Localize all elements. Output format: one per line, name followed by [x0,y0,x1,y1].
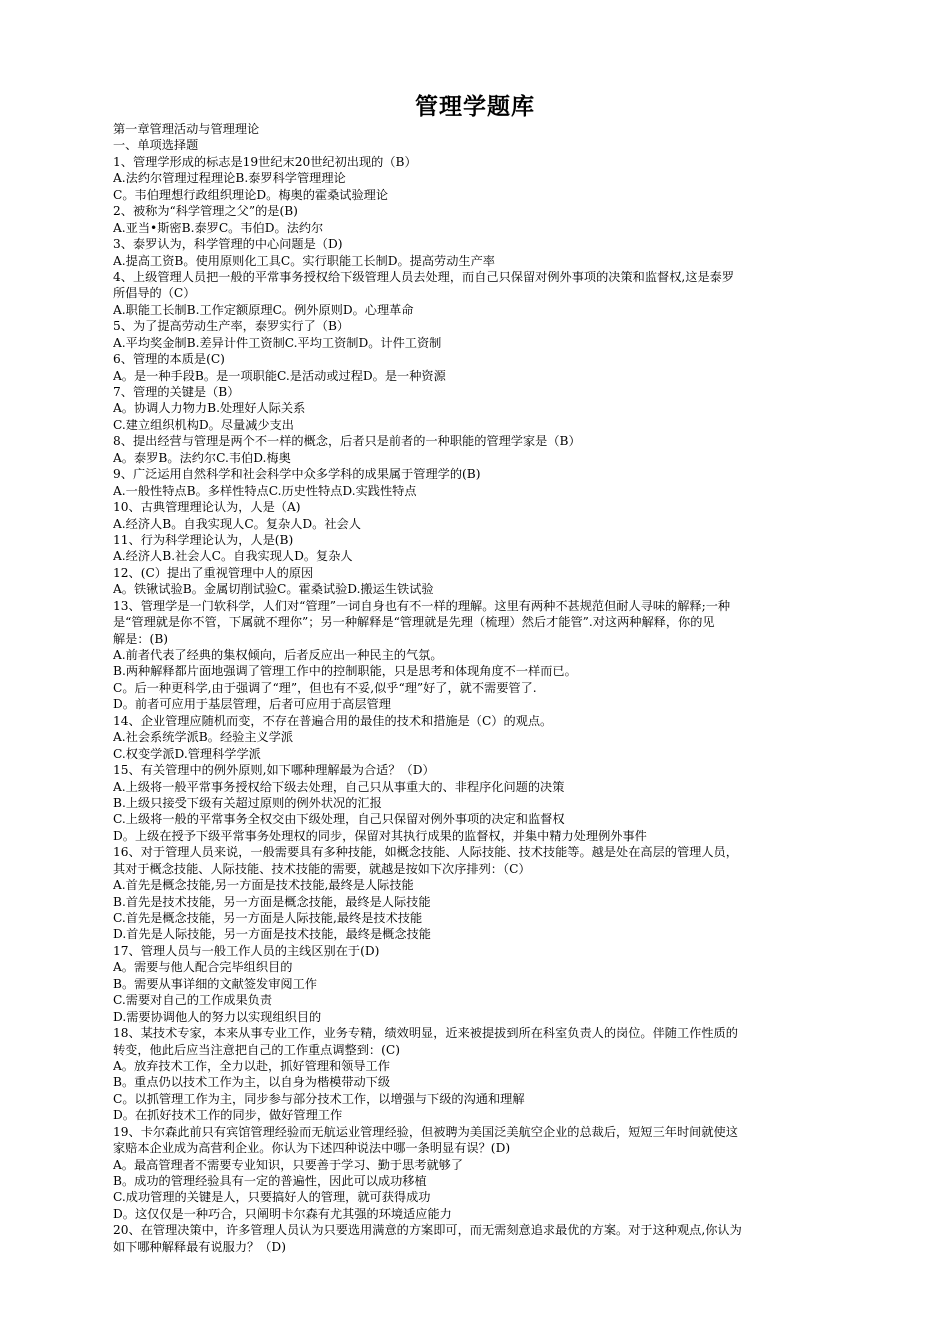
text-line: 19、卡尔森此前只有宾馆管理经验而无航运业管理经验，但被聘为美国泛美航空企业的总裁后，短短三年时间就使这 [113,1124,738,1139]
text-line: C.首先是概念技能，另一方面是人际技能,最终是技术技能 [113,911,423,925]
text-line: A.平均奖金制B.差异计件工资制C.平均工资制D。计件工资制 [113,335,442,350]
text-line: B.首先是技术技能，另一方面是概念技能，最终是人际技能 [113,894,431,909]
text-line: D。前者可应用于基层管理，后者可应用于高层管理 [113,697,391,712]
text-line: A.经济人B。自我实现人C。复杂人D。社会人 [113,516,361,531]
text-line: A.法约尔管理过程理论B.泰罗科学管理理论 [113,171,346,186]
text-line: A.亚当•斯密B.泰罗C。韦伯D。法约尔 [113,220,324,235]
text-line: A.前者代表了经典的集权倾向，后者反应出一种民主的气氛。 [113,648,443,662]
text-line: 3、泰罗认为，科学管理的中心问题是（D) [113,237,343,252]
text-line: 家赔本企业成为高营利企业。你认为下述四种说法中哪一条明显有误？(D) [113,1141,511,1156]
text-line: A。是一种手段B。是一项职能C.是活动或过程D。是一种资源 [113,368,446,383]
text-line: C。后一种更科学,由于强调了“理”，但也有不妥,似乎“理”好了，就不需要管了. [113,680,537,695]
text-line: 12、(C）提出了重视管理中人的原因 [113,565,314,580]
text-line: 解是：(B) [113,631,169,646]
text-line: D.首先是人际技能，另一方面是技术技能，最终是概念技能 [113,927,431,942]
text-line: A.上级将一般平常事务授权给下级去处理，自己只从事重大的、非程序化问题的决策 [113,779,565,794]
text-line: 18、某技术专家，本来从事专业工作，业务专精，绩效明显，近来被提拔到所在科室负责人的岗位。伴随工作性质的 [113,1026,738,1041]
text-line: 11、行为科学理论认为，人是(B) [113,532,294,547]
text-line: A.首先是概念技能,另一方面是技术技能,最终是人际技能 [113,878,414,893]
text-line: C.需要对自己的工作成果负责 [113,993,273,1008]
text-line: 转变，他此后应当注意把自己的工作重点调整到：(C) [113,1042,400,1057]
text-line: 所倡导的（C） [113,286,196,301]
text-line: C。韦伯理想行政组织理论D。梅奥的霍桑试验理论 [113,187,389,202]
text-line: 10、古典管理理论认为，人是（A) [113,500,301,515]
text-line: D。在抓好技术工作的同步，做好管理工作 [113,1108,343,1123]
text-line: C.权变学派D.管理科学学派 [113,746,261,761]
text-line: 9、广泛运用自然科学和社会科学中众多学科的成果属于管理学的(B) [113,467,481,482]
text-line: C.成功管理的关键是人，只要搞好人的管理，就可获得成功 [113,1190,431,1205]
text-line: 14、企业管理应随机而变，不存在普遍合用的最佳的技术和措施是（C）的观点。 [113,713,553,728]
text-line: 15、有关管理中的例外原则,如下哪种理解最为合适？（D） [113,763,435,778]
text-line: A。铁锹试验B。金属切削试验C。霍桑试验D.搬运生铁试验 [113,582,434,597]
text-line: B。需要从事详细的文献签发审阅工作 [113,976,317,991]
text-line: 第一章管理活动与管理理论 [113,122,260,136]
text-line: A。需要与他人配合完毕组织目的 [113,960,293,975]
text-line: 如下哪种解释最有说服力？（D) [113,1239,286,1254]
text-line: A。协调人力物力B.处理好人际关系 [113,401,306,416]
text-line: 13、管理学是一门软科学，人们对“管理”一词自身也有不一样的理解。这里有两种不甚规范但耐人寻味的解释;一种 [113,598,731,613]
text-line: A.社会系统学派B。经验主义学派 [113,730,294,745]
text-line: 8、提出经营与管理是两个不一样的概念，后者只是前者的一种职能的管理学家是（B） [113,434,581,449]
text-line: 2、被称为“科学管理之父”的是(B) [113,204,298,219]
text-line: A.经济人B.社会人C。自我实现人D。复杂人 [113,549,353,564]
text-line: 7、管理的关键是（B） [113,385,240,399]
text-line: B。重点仍以技术工作为主，以自身为楷模带动下级 [113,1075,391,1090]
text-line: C.上级将一般的平常事务全权交由下级处理，自己只保留对例外事项的决定和监督权 [113,812,565,827]
text-line: 16、对于管理人员来说，一般需要具有多种技能，如概念技能、人际技能、技术技能等。越是处在高层的管理人员， [113,845,738,860]
text-line: B.两种解释都片面地强调了管理工作中的控制职能，只是思考和体现角度不一样而已。 [113,664,577,679]
text-line: 17、管理人员与一般工作人员的主线区别在于(D) [113,943,380,958]
text-line: 20、在管理决策中，许多管理人员认为只要选用满意的方案即可，而无需刻意追求最优的方案。对于这种观点,你认为 [113,1223,742,1238]
text-line: C。以抓管理工作为主，同步参与部分技术工作，以增强与下级的沟通和理解 [113,1091,525,1106]
text-line: A.提高工资B。使用原则化工具C。实行职能工长制D。提高劳动生产率 [113,253,495,268]
document-body [113,121,853,1255]
text-line: A.职能工长制B.工作定额原理C。例外原则D。心理革命 [113,302,414,317]
text-line: 5、为了提高劳动生产率，泰罗实行了（B） [113,319,350,334]
text-line: B.上级只接受下级有关超过原则的例外状况的汇报 [113,795,382,810]
text-line: 1、管理学形成的标志是19世纪末20世纪初出现的（B） [113,154,417,169]
text-line: A.一般性特点B。多样性特点C.历史性特点D.实践性特点 [113,483,417,498]
text-line: D。这仅仅是一种巧合，只阐明卡尔森有尤其强的环境适应能力 [113,1206,452,1221]
text-line: C.建立组织机构D。尽量减少支出 [113,417,294,432]
text-line: 是“管理就是你不管，下属就不理你”；另一种解释是“管理就是先理（梳理）然后才能管”.对这两种解释，你的见 [113,615,715,630]
text-line: A。最高管理者不需要专业知识，只要善于学习、勤于思考就够了 [113,1157,464,1172]
text-line: D.需要协调他人的努力以实现组织目的 [113,1009,322,1024]
text-line: 一、单项选择题 [113,138,199,153]
text-line: 4、上级管理人员把一般的平常事务授权给下级管理人员去处理，而自己只保留对例外事项的决策和监督权,这是泰罗 [113,269,735,284]
text-line: A。泰罗B。法约尔C.韦伯D.梅奥 [113,450,291,465]
text-line: 其对于概念技能、人际技能、技术技能的需要，就越是按如下次序排列：（C） [113,861,531,876]
text-line: B。成功的管理经验具有一定的普遍性，因此可以成功移植 [113,1174,427,1188]
text-line: A。放弃技术工作，全力以赴，抓好管理和领导工作 [113,1058,390,1073]
text-line: 6、管理的本质是(C) [113,352,225,367]
text-line: D。上级在授予下级平常事务处理权的同步，保留对其执行成果的监督权，并集中精力处理例外事件 [113,828,647,843]
document-title: 管理学题库 [415,94,535,120]
